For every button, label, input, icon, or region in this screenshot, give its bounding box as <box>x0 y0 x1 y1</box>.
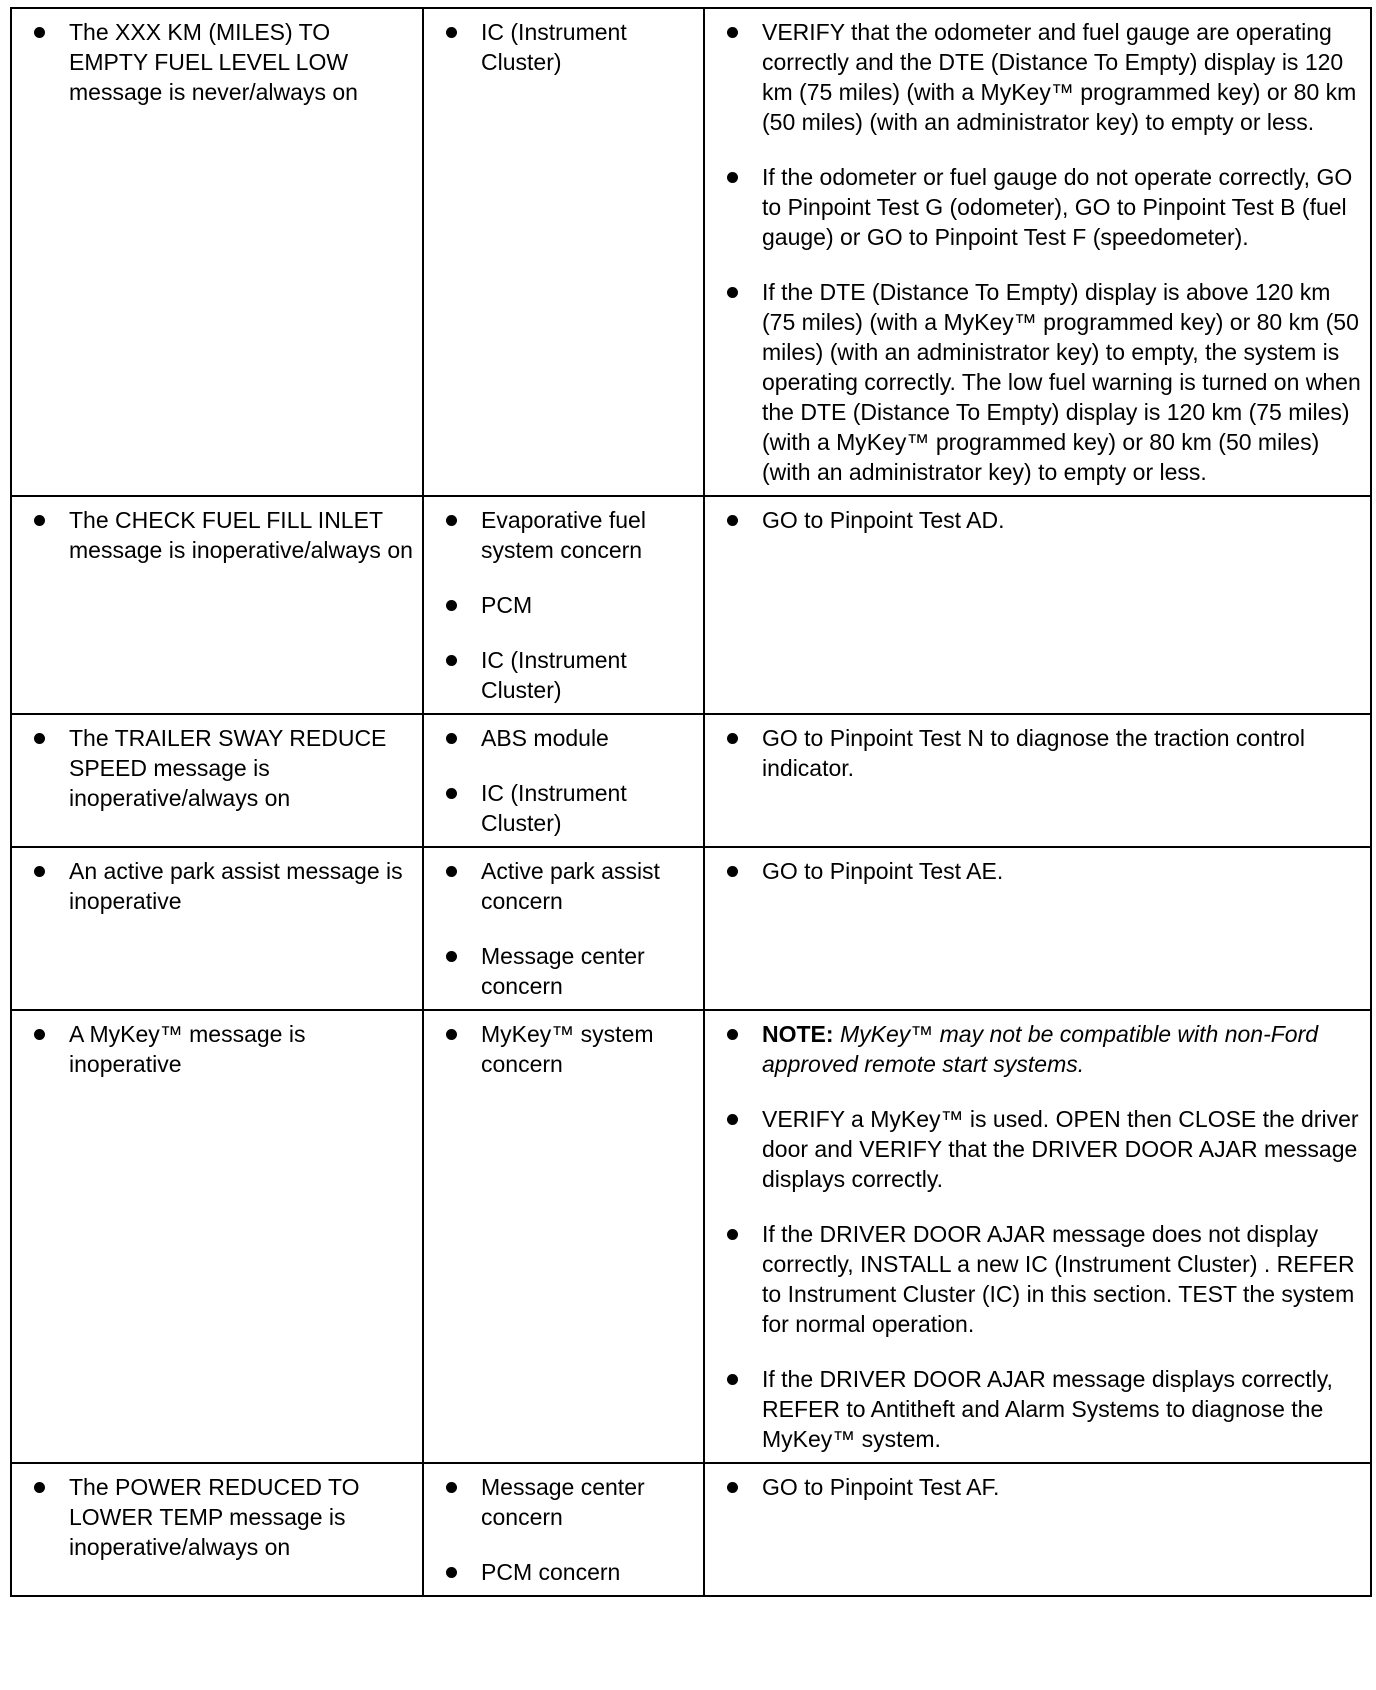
source-cell <box>423 714 704 847</box>
condition-item: The CHECK FUEL FILL INLET message is inoperative/always on <box>32 505 414 565</box>
action-item: GO to Pinpoint Test N to diagnose the traction control indicator. <box>725 723 1362 783</box>
action-item: GO to Pinpoint Test AF. <box>725 1472 1362 1502</box>
action-cell <box>704 1463 1371 1596</box>
condition-cell <box>11 1010 423 1463</box>
condition-cell <box>11 8 423 496</box>
action-item: VERIFY that the odometer and fuel gauge are operating correctly and the DTE (Distance To Empty) display is 120 km (75 miles) (with a MyKey™ programmed key) or 80 km (50 miles) (with an administrator key) to empty or less. <box>725 17 1362 137</box>
condition-cell <box>11 496 423 714</box>
table-row <box>11 496 1371 714</box>
diagnostic-table <box>10 7 1372 1597</box>
condition-item: The POWER REDUCED TO LOWER TEMP message is inoperative/always on <box>32 1472 414 1562</box>
action-cell <box>704 496 1371 714</box>
action-item: GO to Pinpoint Test AD. <box>725 505 1362 535</box>
source-item: Message center concern <box>444 1472 695 1532</box>
condition-cell <box>11 847 423 1010</box>
action-cell <box>704 8 1371 496</box>
note-item <box>725 1019 1362 1079</box>
source-item: IC (Instrument Cluster) <box>444 778 695 838</box>
source-item: ABS module <box>444 723 695 753</box>
source-item: Evaporative fuel system concern <box>444 505 695 565</box>
action-item: GO to Pinpoint Test AE. <box>725 856 1362 886</box>
source-item: MyKey™ system concern <box>444 1019 695 1079</box>
source-item: IC (Instrument Cluster) <box>444 645 695 705</box>
action-item: If the DRIVER DOOR AJAR message does not display correctly, INSTALL a new IC (Instrument Cluster) . REFER to Instrument Cluster (IC) in this section. TEST the system for normal operation. <box>725 1219 1362 1339</box>
action-item: VERIFY a MyKey™ is used. OPEN then CLOSE the driver door and VERIFY that the DRIVER DOOR AJAR message displays correctly. <box>725 1104 1362 1194</box>
table-row <box>11 1463 1371 1596</box>
condition-item: An active park assist message is inoperative <box>32 856 414 916</box>
condition-item: A MyKey™ message is inoperative <box>32 1019 414 1079</box>
action-cell <box>704 847 1371 1010</box>
source-item: Active park assist concern <box>444 856 695 916</box>
note-label: NOTE: <box>762 1021 834 1047</box>
condition-item: The XXX KM (MILES) TO EMPTY FUEL LEVEL LOW message is never/always on <box>32 17 414 107</box>
action-item: If the DRIVER DOOR AJAR message displays correctly, REFER to Antitheft and Alarm Systems to diagnose the MyKey™ system. <box>725 1364 1362 1454</box>
source-cell <box>423 1010 704 1463</box>
table-row <box>11 8 1371 496</box>
source-cell <box>423 847 704 1010</box>
source-item: Message center concern <box>444 941 695 1001</box>
action-cell <box>704 1010 1371 1463</box>
condition-item: The TRAILER SWAY REDUCE SPEED message is inoperative/always on <box>32 723 414 813</box>
source-cell <box>423 496 704 714</box>
source-cell <box>423 8 704 496</box>
action-cell <box>704 714 1371 847</box>
source-item: IC (Instrument Cluster) <box>444 17 695 77</box>
condition-cell <box>11 1463 423 1596</box>
action-item: If the odometer or fuel gauge do not operate correctly, GO to Pinpoint Test G (odometer), GO to Pinpoint Test B (fuel gauge) or GO to Pinpoint Test F (speedometer). <box>725 162 1362 252</box>
table-row <box>11 1010 1371 1463</box>
source-item: PCM <box>444 590 695 620</box>
condition-cell <box>11 714 423 847</box>
source-item: PCM concern <box>444 1557 695 1587</box>
action-item: If the DTE (Distance To Empty) display is above 120 km (75 miles) (with a MyKey™ programmed key) or 80 km (50 miles) (with an administrator key) to empty, the system is operating correctly. The low fuel warning is turned on when the DTE (Distance To Empty) display is 120 km (75 miles) (with a MyKey™ programmed key) or 80 km (50 miles) (with an administrator key) to empty or less. <box>725 277 1362 487</box>
table-row <box>11 847 1371 1010</box>
table-row <box>11 714 1371 847</box>
source-cell <box>423 1463 704 1596</box>
note-text: MyKey™ may not be compatible with non-Ford approved remote start systems. <box>762 1021 1319 1077</box>
